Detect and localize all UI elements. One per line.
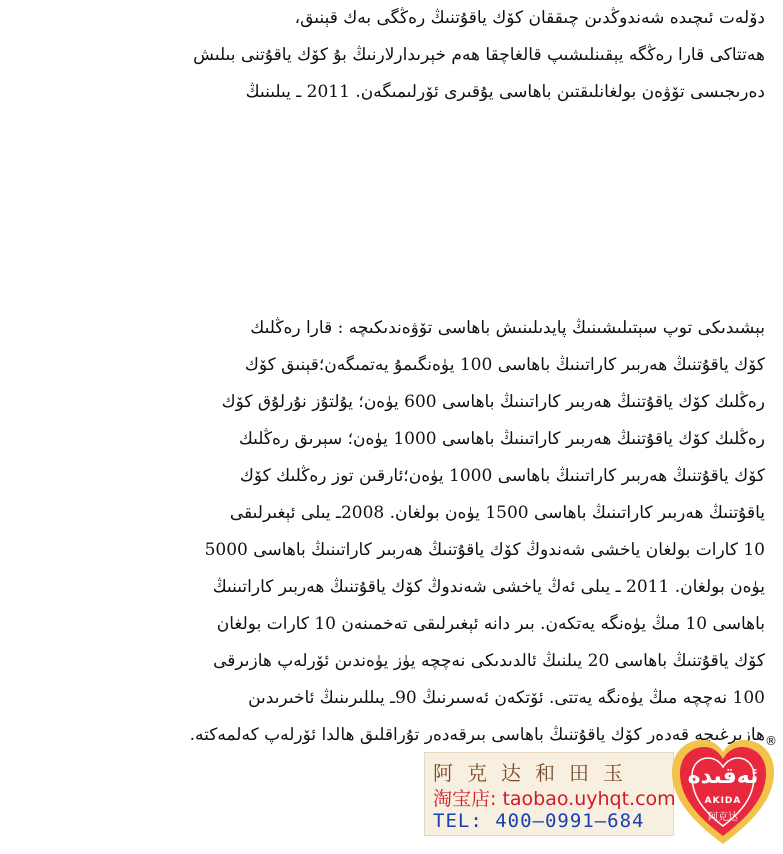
paragraph-1	[105, 0, 765, 111]
logo-latin-text: AKIDA	[704, 796, 742, 806]
paragraph-1-line: دەرىجىسى تۆۋەن بولغانلىقتىن باھاسى يۇقىرى ئۆرلىمىگەن. 2011 ـ يىلىنىڭ	[245, 82, 765, 102]
paragraph-2-line: رەڭلىك كۆك ياقۇتنىڭ ھەربىر كاراتىنىڭ باھاسى 600 يۈەن؛ يۇلتۇز نۇرلۇق كۆك	[221, 392, 765, 412]
shop-url: 淘宝店: taobao.uyhqt.com	[433, 788, 676, 810]
paragraph-2-line: ياقۇتنىڭ ھەربىر كاراتىنىڭ باھاسى 1500 يۈەن بولغان. 2008ـ يىلى ئېغىرلىقى	[229, 503, 765, 523]
paragraph-2-line: 100 نەچچە مىڭ يۈەنگە يەتتى. ئۆتكەن ئەسىرنىڭ 90ـ يىللىرىنىڭ ئاخىرىدىن	[248, 688, 765, 708]
paragraph-2-line: باھاسى 10 مىڭ يۈەنگە يەتكەن. بىر دانە ئېغىرلىقى تەخمىنەن 10 كارات بولغان	[216, 614, 765, 634]
paragraph-1-line: دۆلەت ئىچىدە شەندوڭدىن چىققان كۆك ياقۇتنىڭ رەڭگى بەك قېنىق،	[294, 8, 765, 28]
akida-heart-logo	[668, 734, 778, 850]
paragraph-2-line: بېشىدىكى توپ سېتىلىشىنىڭ پايدىلىنىش باھاسى تۆۋەندىكىچە : قارا رەڭلىك	[250, 318, 765, 338]
heart-logo-icon	[668, 734, 778, 850]
paragraph-2-line: كۆك ياقۇتنىڭ ھەربىر كاراتىنىڭ باھاسى 100 يۈەنگىمۇ يەتمىگەن؛قېنىق كۆك	[244, 355, 765, 375]
telephone-number: TEL: 400—0991—684	[433, 810, 645, 832]
logo-chinese-text: 阿克达	[708, 812, 738, 823]
brand-name: 阿克达和田玉	[433, 761, 637, 785]
paragraph-1-line: ھەتتاكى قارا رەڭگە يېقىنلىشىپ قالغاچقا ھەم خېرىدارلارنىڭ بۇ كۆك ياقۇتنى بىلىش	[193, 45, 765, 65]
paragraph-2-line: يۈەن بولغان. 2011 ـ يىلى ئەڭ ياخشى شەندوڭ كۆك ياقۇتنىڭ ھەربىر كاراتىنىڭ	[212, 577, 765, 597]
logo-uyghur-text: ئەقىدە	[687, 764, 759, 789]
watermark-banner	[424, 752, 674, 836]
paragraph-2-line: رەڭلىك كۆك ياقۇتنىڭ ھەربىر كاراتىنىڭ باھاسى 1000 يۈەن؛ سېرىق رەڭلىك	[238, 429, 765, 449]
paragraph-2	[95, 310, 765, 754]
registered-mark: ®	[765, 734, 777, 748]
paragraph-2-line: كۆك ياقۇتنىڭ ھەربىر كاراتىنىڭ باھاسى 1000 يۈەن؛ئارقىن توز رەڭلىك كۆك	[239, 466, 765, 486]
paragraph-2-line: 10 كارات بولغان ياخشى شەندوڭ كۆك ياقۇتنىڭ ھەربىر كاراتىنىڭ باھاسى 5000	[204, 540, 765, 560]
paragraph-2-line: ھازىرغىچە قەدەر كۆك ياقۇتنىڭ باھاسى بىرقەدەر تۇراقلىق ھالدا ئۆرلەپ كەلمەكتە.	[189, 725, 765, 745]
paragraph-2-line: كۆك ياقۇتنىڭ باھاسى 20 يىلنىڭ ئالدىدىكى نەچچە يۈز يۈەندىن ئۆرلەپ ھازىرقى	[213, 651, 765, 671]
